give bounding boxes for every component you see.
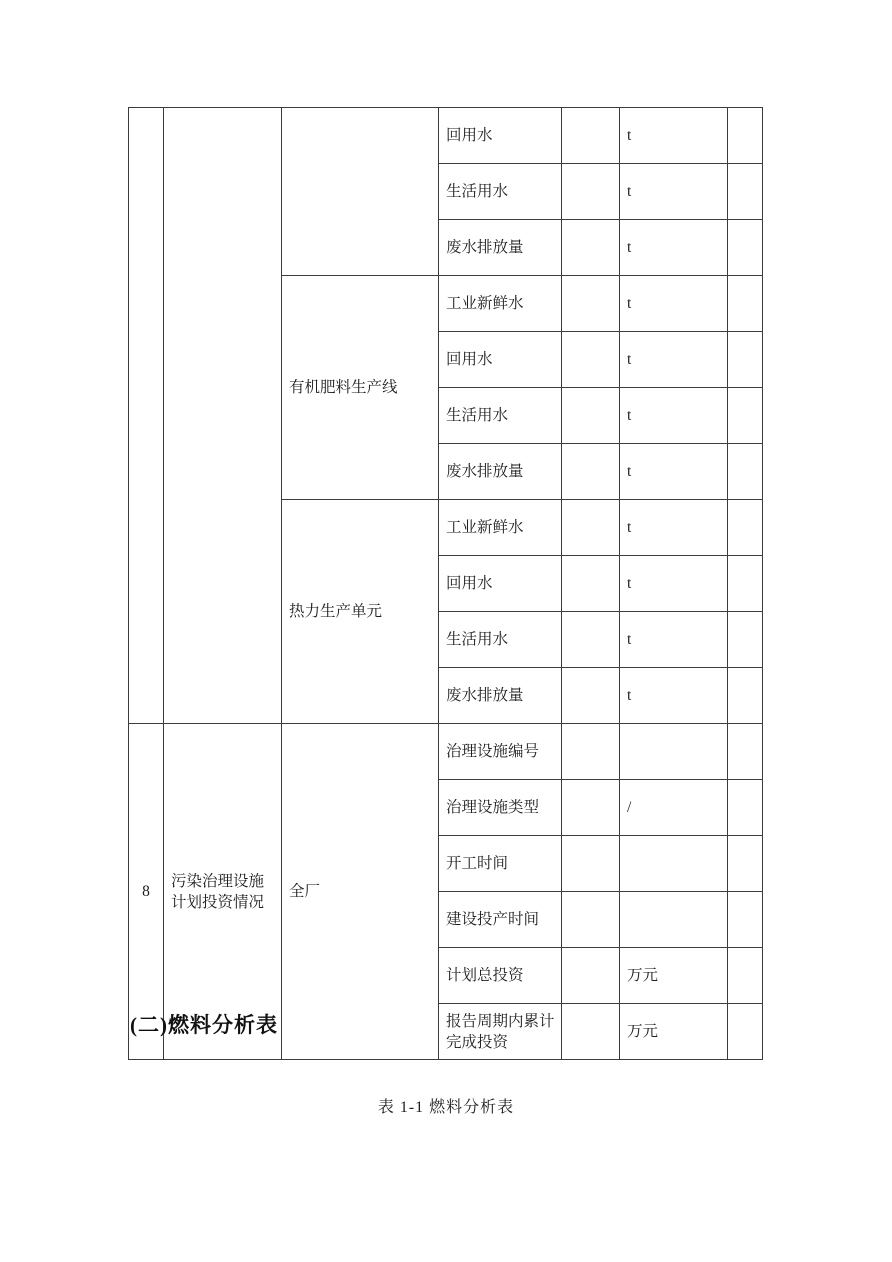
extra-cell — [728, 444, 763, 500]
extra-cell — [728, 724, 763, 780]
item-cell: 治理设施类型 — [439, 780, 562, 836]
item-cell: 废水排放量 — [439, 668, 562, 724]
unit-cell — [620, 724, 728, 780]
extra-cell — [728, 780, 763, 836]
value-cell — [562, 612, 620, 668]
extra-cell — [728, 556, 763, 612]
value-cell — [562, 444, 620, 500]
unit-cell: 万元 — [620, 1004, 728, 1060]
group-cell — [282, 108, 439, 276]
item-cell: 治理设施编号 — [439, 724, 562, 780]
extra-cell — [728, 1004, 763, 1060]
unit-cell: 万元 — [620, 948, 728, 1004]
unit-cell: t — [620, 388, 728, 444]
extra-cell — [728, 836, 763, 892]
value-cell — [562, 556, 620, 612]
unit-cell — [620, 836, 728, 892]
item-cell: 计划总投资 — [439, 948, 562, 1004]
table-caption: 表 1-1 燃料分析表 — [377, 1099, 515, 1116]
group-cell: 热力生产单元 — [282, 500, 439, 724]
category-cell — [164, 108, 282, 724]
unit-cell: t — [620, 500, 728, 556]
item-cell: 生活用水 — [439, 612, 562, 668]
extra-cell — [728, 220, 763, 276]
extra-cell — [728, 612, 763, 668]
extra-cell — [728, 388, 763, 444]
item-cell: 报告周期内累计完成投资 — [439, 1004, 562, 1060]
value-cell — [562, 164, 620, 220]
table-row — [129, 108, 763, 164]
unit-cell: t — [620, 276, 728, 332]
unit-cell: t — [620, 332, 728, 388]
unit-cell: t — [620, 220, 728, 276]
item-cell: 工业新鲜水 — [439, 276, 562, 332]
section-heading: (二)燃料分析表 — [130, 1013, 278, 1037]
extra-cell — [728, 276, 763, 332]
extra-cell — [728, 948, 763, 1004]
item-cell: 建设投产时间 — [439, 892, 562, 948]
unit-cell: t — [620, 108, 728, 164]
value-cell — [562, 1004, 620, 1060]
extra-cell — [728, 892, 763, 948]
group-cell: 全厂 — [282, 724, 439, 1060]
extra-cell — [728, 108, 763, 164]
value-cell — [562, 724, 620, 780]
value-cell — [562, 892, 620, 948]
value-cell — [562, 220, 620, 276]
extra-cell — [728, 500, 763, 556]
unit-cell: t — [620, 612, 728, 668]
value-cell — [562, 836, 620, 892]
unit-cell: t — [620, 556, 728, 612]
unit-cell: t — [620, 164, 728, 220]
category-cell: 污染治理设施计划投资情况 — [164, 724, 282, 1060]
group-cell: 有机肥料生产线 — [282, 276, 439, 500]
item-cell: 生活用水 — [439, 164, 562, 220]
pollution-report-table — [128, 107, 763, 1060]
value-cell — [562, 388, 620, 444]
item-cell: 回用水 — [439, 332, 562, 388]
item-cell: 废水排放量 — [439, 444, 562, 500]
row-number-cell: 8 — [129, 724, 164, 1060]
value-cell — [562, 668, 620, 724]
unit-cell: t — [620, 668, 728, 724]
value-cell — [562, 948, 620, 1004]
item-cell: 开工时间 — [439, 836, 562, 892]
extra-cell — [728, 332, 763, 388]
item-cell: 回用水 — [439, 556, 562, 612]
unit-cell: t — [620, 444, 728, 500]
unit-cell — [620, 892, 728, 948]
value-cell — [562, 332, 620, 388]
item-cell: 工业新鲜水 — [439, 500, 562, 556]
table-row — [129, 724, 763, 780]
item-cell: 回用水 — [439, 108, 562, 164]
unit-cell: / — [620, 780, 728, 836]
extra-cell — [728, 668, 763, 724]
item-cell: 生活用水 — [439, 388, 562, 444]
value-cell — [562, 108, 620, 164]
value-cell — [562, 500, 620, 556]
extra-cell — [728, 164, 763, 220]
value-cell — [562, 276, 620, 332]
row-number-cell — [129, 108, 164, 724]
item-cell: 废水排放量 — [439, 220, 562, 276]
value-cell — [562, 780, 620, 836]
